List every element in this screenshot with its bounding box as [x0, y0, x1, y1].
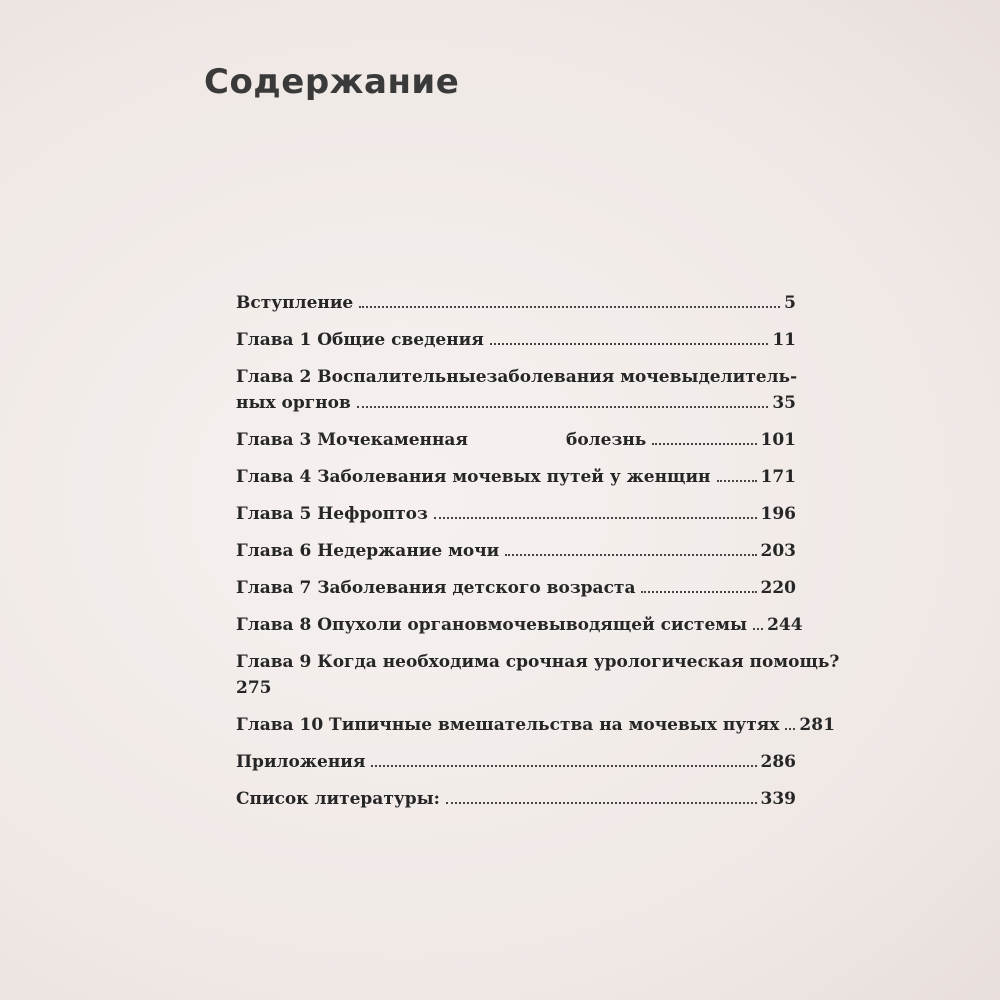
- toc-entry: [236, 327, 796, 353]
- toc-entry-page: 220: [760, 578, 796, 598]
- leader-dots: [505, 554, 756, 556]
- toc-entry-page: 5: [784, 293, 796, 313]
- leader-dots: [446, 802, 757, 804]
- toc-entry-page: 196: [760, 504, 796, 524]
- leader-dots: [359, 306, 780, 308]
- toc-entry: [236, 612, 803, 638]
- toc-entry: [236, 538, 796, 564]
- toc-entry-title: Глава 4 Заболевания мочевых путей у женщин: [236, 467, 711, 487]
- toc-entry-title: Список литературы:: [236, 789, 440, 809]
- toc-entry-title: Глава 8 Опухоли органов: [236, 615, 488, 635]
- page-title: Содержание: [204, 62, 460, 102]
- toc-entry-page: 281: [799, 715, 835, 735]
- toc-entry-title-cont: мочевыводящей системы: [487, 615, 748, 635]
- leader-dots: [357, 406, 769, 408]
- leader-dots: [641, 591, 756, 593]
- toc-entry-title: Глава 6 Недержание мочи: [236, 541, 500, 561]
- leader-dots: [753, 628, 763, 630]
- toc-entry-title-cont: заболевания мочевыделитель-: [486, 367, 798, 387]
- toc-entry-page: 35: [772, 393, 796, 413]
- toc-entry-title: Глава 2 Воспалительные: [236, 367, 487, 387]
- leader-dots: [434, 517, 757, 519]
- toc-entry-page: 171: [760, 467, 796, 487]
- toc-entry: [236, 427, 796, 453]
- leader-dots: [371, 765, 756, 767]
- leader-dots: [785, 728, 795, 730]
- toc-entry: [236, 786, 796, 812]
- toc-entry: [236, 364, 796, 416]
- leader-dots: [652, 443, 756, 445]
- toc-entry: [236, 464, 796, 490]
- toc-entry-title-cont: болезнь: [565, 430, 647, 450]
- toc-entry-title: Глава 5 Нефроптоз: [236, 504, 428, 524]
- toc-entry-title: Глава 7 Заболевания детского возраста: [236, 578, 636, 598]
- toc-entry-title: Глава 3 Мочекаменная: [236, 430, 468, 450]
- leader-dots: [490, 343, 768, 345]
- toc-entry-page: 101: [760, 430, 796, 450]
- toc-entry-title: Приложения: [236, 752, 366, 772]
- toc-entry: [236, 749, 796, 775]
- table-of-contents: [236, 290, 840, 823]
- toc-entry-title: Глава 9 Когда необходима срочная урологическая помощь?: [236, 652, 840, 672]
- toc-entry-title-cont: ных оргнов: [236, 393, 351, 413]
- toc-entry-title: Вступление: [236, 293, 354, 313]
- toc-entry-title: Глава 10 Типичные вмешательства на мочевых путях: [236, 715, 780, 735]
- toc-entry: [236, 649, 840, 701]
- toc-entry: [236, 712, 835, 738]
- toc-entry-page: 203: [760, 541, 796, 561]
- toc-entry: [236, 575, 796, 601]
- toc-entry: [236, 501, 796, 527]
- toc-entry: [236, 290, 796, 316]
- toc-entry-page: 275: [236, 678, 272, 698]
- leader-dots: [717, 480, 757, 482]
- toc-entry-page: 11: [772, 330, 796, 350]
- toc-entry-page: 339: [760, 789, 796, 809]
- toc-entry-page: 286: [760, 752, 796, 772]
- toc-entry-title: Глава 1 Общие сведения: [236, 330, 484, 350]
- toc-entry-page: 244: [767, 615, 803, 635]
